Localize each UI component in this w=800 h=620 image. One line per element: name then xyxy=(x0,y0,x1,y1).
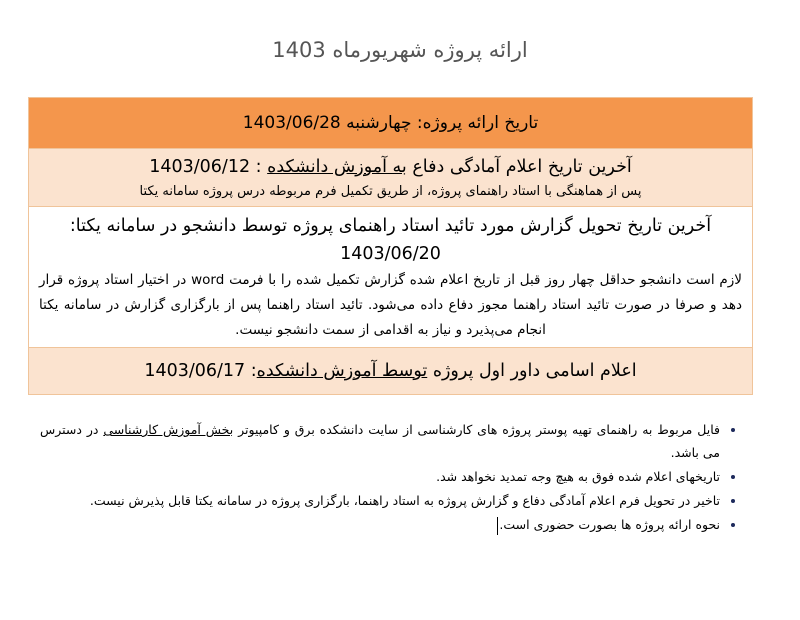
report-deadline-cell xyxy=(29,207,753,348)
judges-announce-link[interactable]: توسط آموزش دانشکده xyxy=(256,361,428,381)
report-deadline-title: آخرین تاریخ تحویل گزارش مورد تائید استاد راهنمای پروژه توسط دانشجو در سامانه یکتا: xyxy=(69,215,712,236)
defense-deadline-link[interactable]: به آموزش دانشکده xyxy=(267,156,407,177)
note-in-person-text[interactable]: نحوه ارائه پروژه ها بصورت حضوری است. xyxy=(499,517,720,532)
note-poster-end: در دسترس می باشد. xyxy=(40,422,720,460)
presentation-date-row xyxy=(29,98,753,149)
presentation-date-label: تاریخ ارائه پروژه: چهارشنبه 1403/06/28 xyxy=(242,113,539,133)
judges-announce-prefix: اعلام اسامی داور اول پروژه xyxy=(432,361,637,381)
defense-deadline-cell xyxy=(29,149,753,207)
report-deadline-body: لازم است دانشجو حداقل چهار روز قبل از تاریخ اعلام شده گزارش تکمیل شده را با فرمت word در اختیار استاد پروژه قرار دهد و صرفا در صورت تائید استاد راهنما مجوز دفاع داده می‌شود. تائید استاد راهنما پس از بارگزاری گزارش در سامانه یکتا انجام می‌پذیرد و نیاز به اقدامی از سمت دانشجو نیست. xyxy=(39,271,742,338)
judges-announce-cell xyxy=(29,348,753,395)
note-poster-link[interactable]: بخش آموزش کارشناسی xyxy=(103,422,234,437)
presentation-date-cell xyxy=(29,98,753,149)
report-deadline-row xyxy=(29,207,753,348)
note-no-extension: • تاریخهای اعلام شده فوق به هیچ وجه تمدید نخواهد شد. xyxy=(40,465,720,488)
defense-deadline-note: پس از هماهنگی با استاد راهنمای پروژه، از طریق تکمیل فرم مربوطه درس پروژه سامانه یکتا xyxy=(139,183,642,199)
defense-deadline-row xyxy=(29,149,753,207)
note-late-submission: • تاخیر در تحویل فرم اعلام آمادگی دفاع و گزارش پروژه به استاد راهنما، بارگزاری پروژه در سامانه یکتا قابل پذیرش نیست. xyxy=(40,489,720,512)
judges-announce-label xyxy=(39,357,742,385)
defense-deadline-date: : 1403/06/12 xyxy=(149,156,262,177)
notes-list xyxy=(40,418,742,537)
defense-deadline-prefix: آخرین تاریخ اعلام آمادگی دفاع xyxy=(412,156,632,177)
note-in-person xyxy=(40,513,720,536)
schedule-table xyxy=(28,97,753,395)
note-poster-text: فایل مربوط به راهنمای تهیه پوستر پروژه های کارشناسی از سایت دانشکده برق و کامپیوتر xyxy=(233,422,720,437)
judges-announce-date: : 1403/06/17 xyxy=(144,361,257,381)
note-poster-guide xyxy=(40,418,720,464)
defense-deadline-label xyxy=(39,153,742,181)
page-title: ارائه پروژه شهریورماه 1403 xyxy=(272,38,528,62)
report-deadline-date: 1403/06/20 xyxy=(340,243,441,264)
judges-announce-row xyxy=(29,348,753,395)
